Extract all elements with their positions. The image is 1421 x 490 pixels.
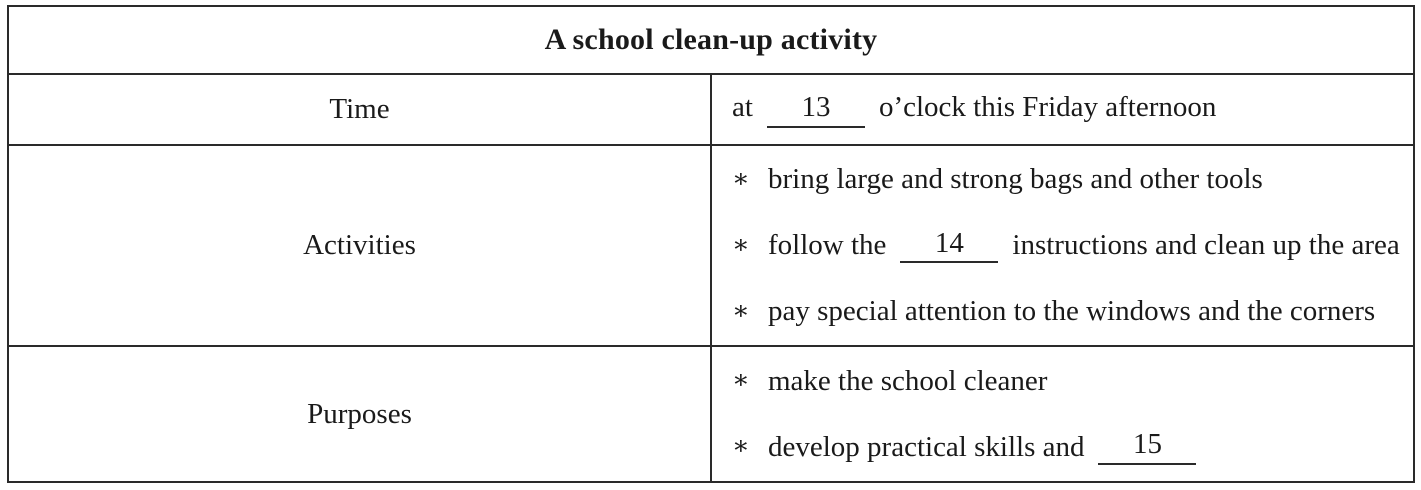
- blank-15: 15: [1098, 429, 1196, 465]
- time-suffix: o’clock this Friday afternoon: [878, 91, 1217, 124]
- blank-14: 14: [900, 228, 998, 264]
- activity-item-1: [732, 147, 1413, 213]
- activities-row: [8, 145, 1414, 346]
- asterisk-bullet-icon: ∗: [732, 365, 750, 394]
- time-prefix: at: [732, 91, 753, 124]
- purposes-content: [711, 346, 1414, 482]
- activities-content: [711, 145, 1414, 346]
- time-row: [8, 74, 1414, 145]
- time-content: [711, 74, 1414, 145]
- activity-item-2-prefix: follow the: [768, 229, 887, 261]
- time-line: [732, 91, 1413, 128]
- activity-table: [7, 5, 1415, 483]
- purpose-item-2-prefix: develop practical skills and: [768, 430, 1085, 463]
- purpose-item-1-text: make the school cleaner: [768, 364, 1048, 397]
- activity-item-1-text: bring large and strong bags and other tools: [768, 163, 1263, 195]
- time-label: Time: [8, 74, 711, 145]
- asterisk-bullet-icon: ∗: [732, 431, 750, 460]
- activity-item-2: [732, 213, 1413, 279]
- asterisk-bullet-icon: ∗: [732, 295, 750, 325]
- clean-up-activity-sheet: [7, 5, 1415, 483]
- purpose-item-1: [732, 348, 1413, 414]
- purposes-label: Purposes: [8, 346, 711, 482]
- activity-item-3-text: pay special attention to the windows and the corners: [768, 295, 1376, 327]
- purpose-item-2: [732, 414, 1413, 480]
- purposes-row: [8, 346, 1414, 482]
- blank-13: 13: [767, 92, 865, 128]
- activities-label: Activities: [8, 145, 711, 346]
- table-title: A school clean-up activity: [8, 6, 1414, 74]
- activity-item-2-suffix: instructions and clean up the area: [1012, 229, 1400, 261]
- activity-item-3: [732, 279, 1413, 345]
- asterisk-bullet-icon: ∗: [732, 229, 750, 259]
- asterisk-bullet-icon: ∗: [732, 163, 750, 193]
